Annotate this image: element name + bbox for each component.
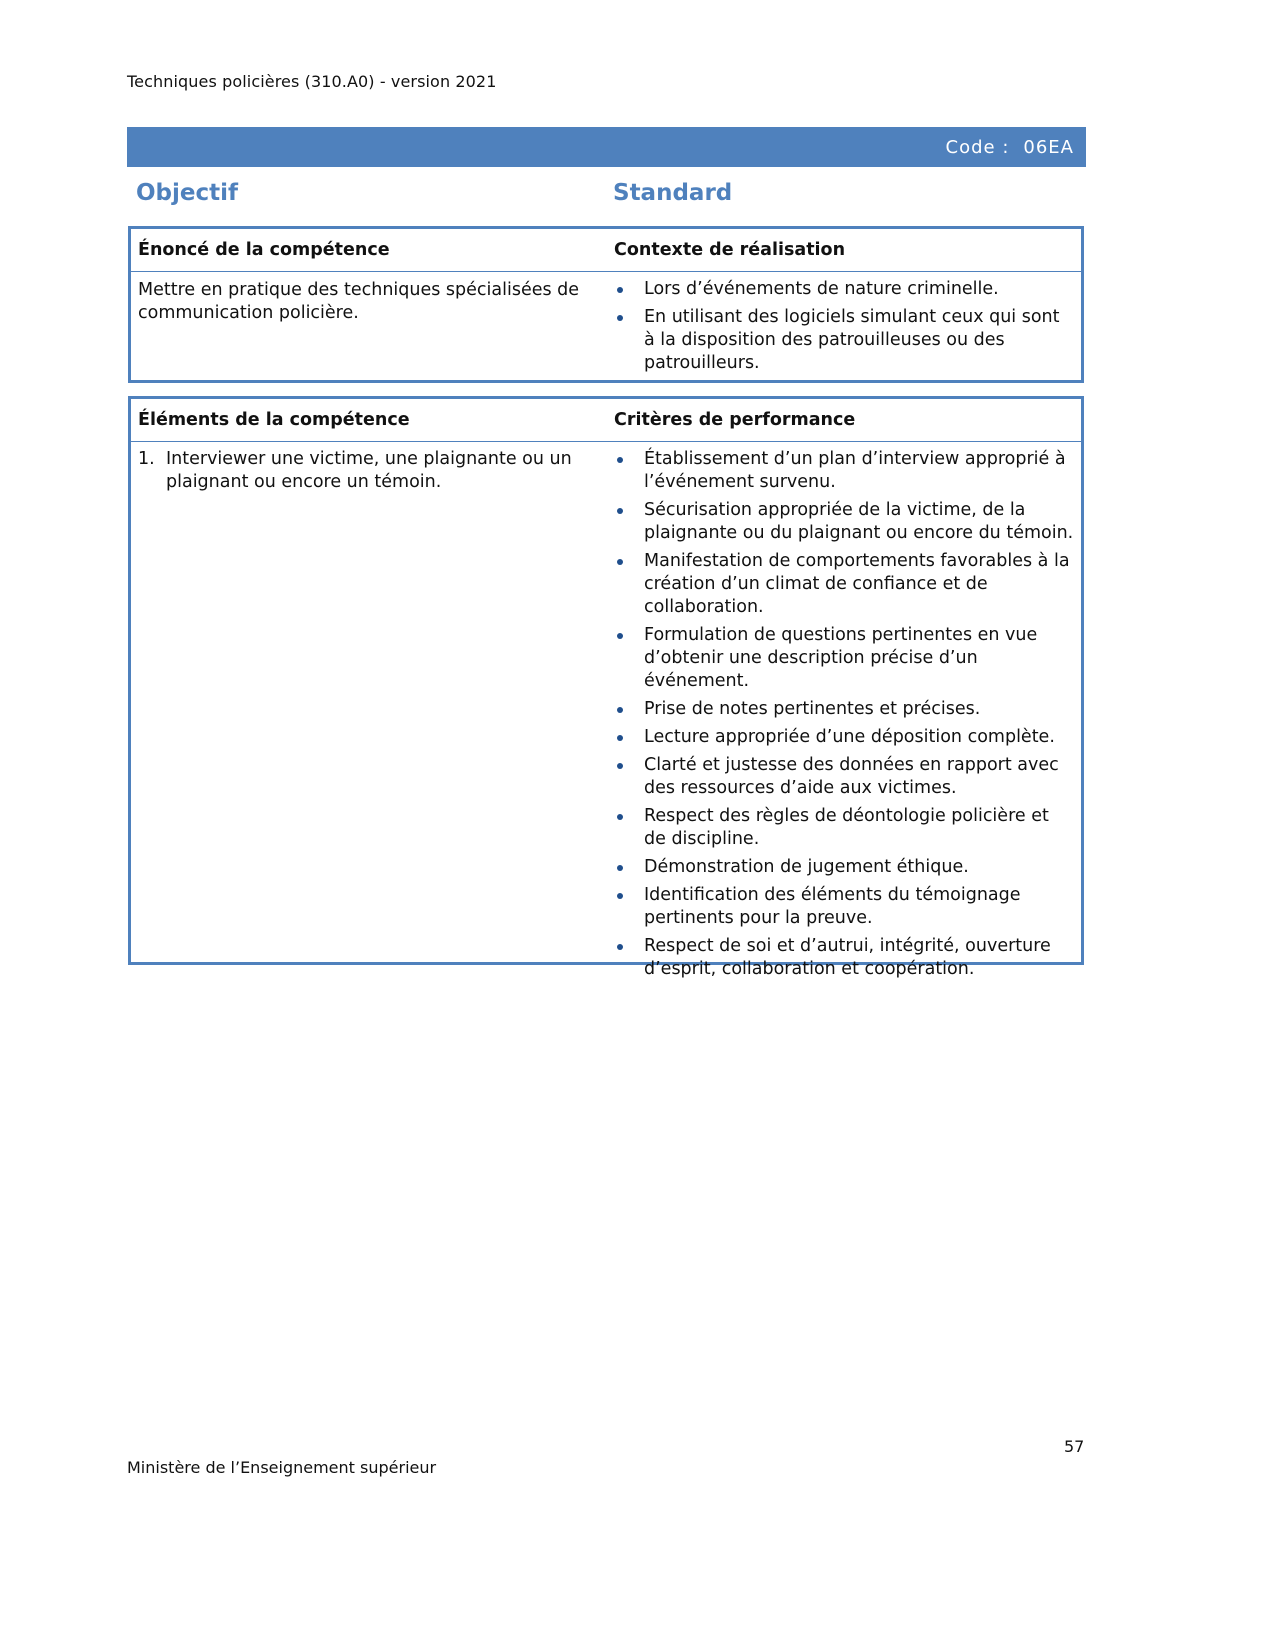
context-item-text: Lors d’événements de nature criminelle. — [644, 279, 999, 299]
bullet-icon — [617, 633, 623, 639]
bullet-icon — [617, 707, 623, 713]
objective-heading: Objectif — [136, 180, 239, 206]
criterion-item — [614, 624, 1081, 693]
context-list — [614, 278, 1081, 375]
criterion-item — [614, 499, 1081, 545]
criterion-item — [614, 884, 1081, 930]
competency-statement-text: Mettre en pratique des techniques spécialisées de communication policière. — [138, 280, 580, 323]
criterion-item-text: Respect de soi et d’autrui, intégrité, ouverture d’esprit, collaboration et coopération. — [644, 936, 1051, 979]
code-value: 06EA — [1023, 136, 1074, 158]
code-label: Code : — [945, 136, 1010, 158]
context-list-cell — [608, 278, 1081, 380]
criterion-item — [614, 698, 1081, 721]
table-header-row — [131, 399, 1081, 442]
bullet-icon — [617, 865, 623, 871]
elements-column-header: Éléments de la compétence — [138, 410, 410, 430]
bullet-icon — [617, 457, 623, 463]
footer-ministry: Ministère de l’Enseignement supérieur — [127, 1458, 437, 1477]
table-header-row — [131, 229, 1081, 272]
element-text: Interviewer une victime, une plaignante ou un plaignant ou encore un témoin. — [166, 449, 572, 492]
elements-cell — [131, 448, 608, 986]
criterion-item — [614, 726, 1081, 749]
element-item — [138, 448, 598, 494]
criterion-item — [614, 805, 1081, 851]
code-banner — [127, 127, 1086, 167]
criterion-item-text: Manifestation de comportements favorables à la création d’un climat de confiance et de collaboration. — [644, 551, 1070, 617]
context-column-header: Contexte de réalisation — [614, 240, 846, 260]
competency-elements-table — [128, 396, 1084, 979]
element-number: 1. — [138, 449, 155, 469]
criteria-cell — [608, 448, 1081, 986]
criteria-list — [614, 448, 1081, 981]
criterion-item — [614, 448, 1081, 494]
context-item — [614, 278, 1081, 301]
elements-list — [138, 448, 598, 494]
criterion-item-text: Sécurisation appropriée de la victime, de la plaignante ou du plaignant ou encore du témoin. — [644, 500, 1074, 543]
context-item-text: En utilisant des logiciels simulant ceux qui sont à la disposition des patrouilleuses ou des patrouilleurs. — [644, 307, 1060, 373]
statement-column-header: Énoncé de la compétence — [138, 240, 390, 260]
competency-statement-table — [128, 226, 1084, 383]
criterion-item-text: Clarté et justesse des données en rapport avec des ressources d’aide aux victimes. — [644, 755, 1059, 798]
standard-heading: Standard — [613, 180, 733, 206]
bullet-icon — [617, 735, 623, 741]
criterion-item — [614, 754, 1081, 800]
running-header-title: Techniques policières (310.A0) - version 2021 — [127, 72, 497, 91]
context-item — [614, 306, 1081, 375]
bullet-icon — [617, 559, 623, 565]
table-body-row — [131, 272, 1081, 380]
bullet-icon — [617, 763, 623, 769]
criterion-item-text: Respect des règles de déontologie policière et de discipline. — [644, 806, 1049, 849]
bullet-icon — [617, 893, 623, 899]
bullet-icon — [617, 944, 623, 950]
criterion-item-text: Identification des éléments du témoignage pertinents pour la preuve. — [644, 885, 1021, 928]
criterion-item-text: Formulation de questions pertinentes en vue d’obtenir une description précise d’un événement. — [644, 625, 1038, 691]
bullet-icon — [617, 287, 623, 293]
competency-statement — [131, 278, 608, 380]
bullet-icon — [617, 508, 623, 514]
criterion-item — [614, 935, 1081, 981]
table-body-row — [131, 442, 1081, 986]
criterion-item-text: Prise de notes pertinentes et précises. — [644, 699, 981, 719]
criterion-item — [614, 856, 1081, 879]
bullet-icon — [617, 814, 623, 820]
criterion-item-text: Démonstration de jugement éthique. — [644, 857, 969, 877]
criterion-item — [614, 550, 1081, 619]
criterion-item-text: Lecture appropriée d’une déposition complète. — [644, 727, 1055, 747]
criteria-column-header: Critères de performance — [614, 410, 856, 430]
page-number: 57 — [1064, 1437, 1085, 1456]
criterion-item-text: Établissement d’un plan d’interview approprié à l’événement survenu. — [644, 449, 1066, 492]
bullet-icon — [617, 315, 623, 321]
